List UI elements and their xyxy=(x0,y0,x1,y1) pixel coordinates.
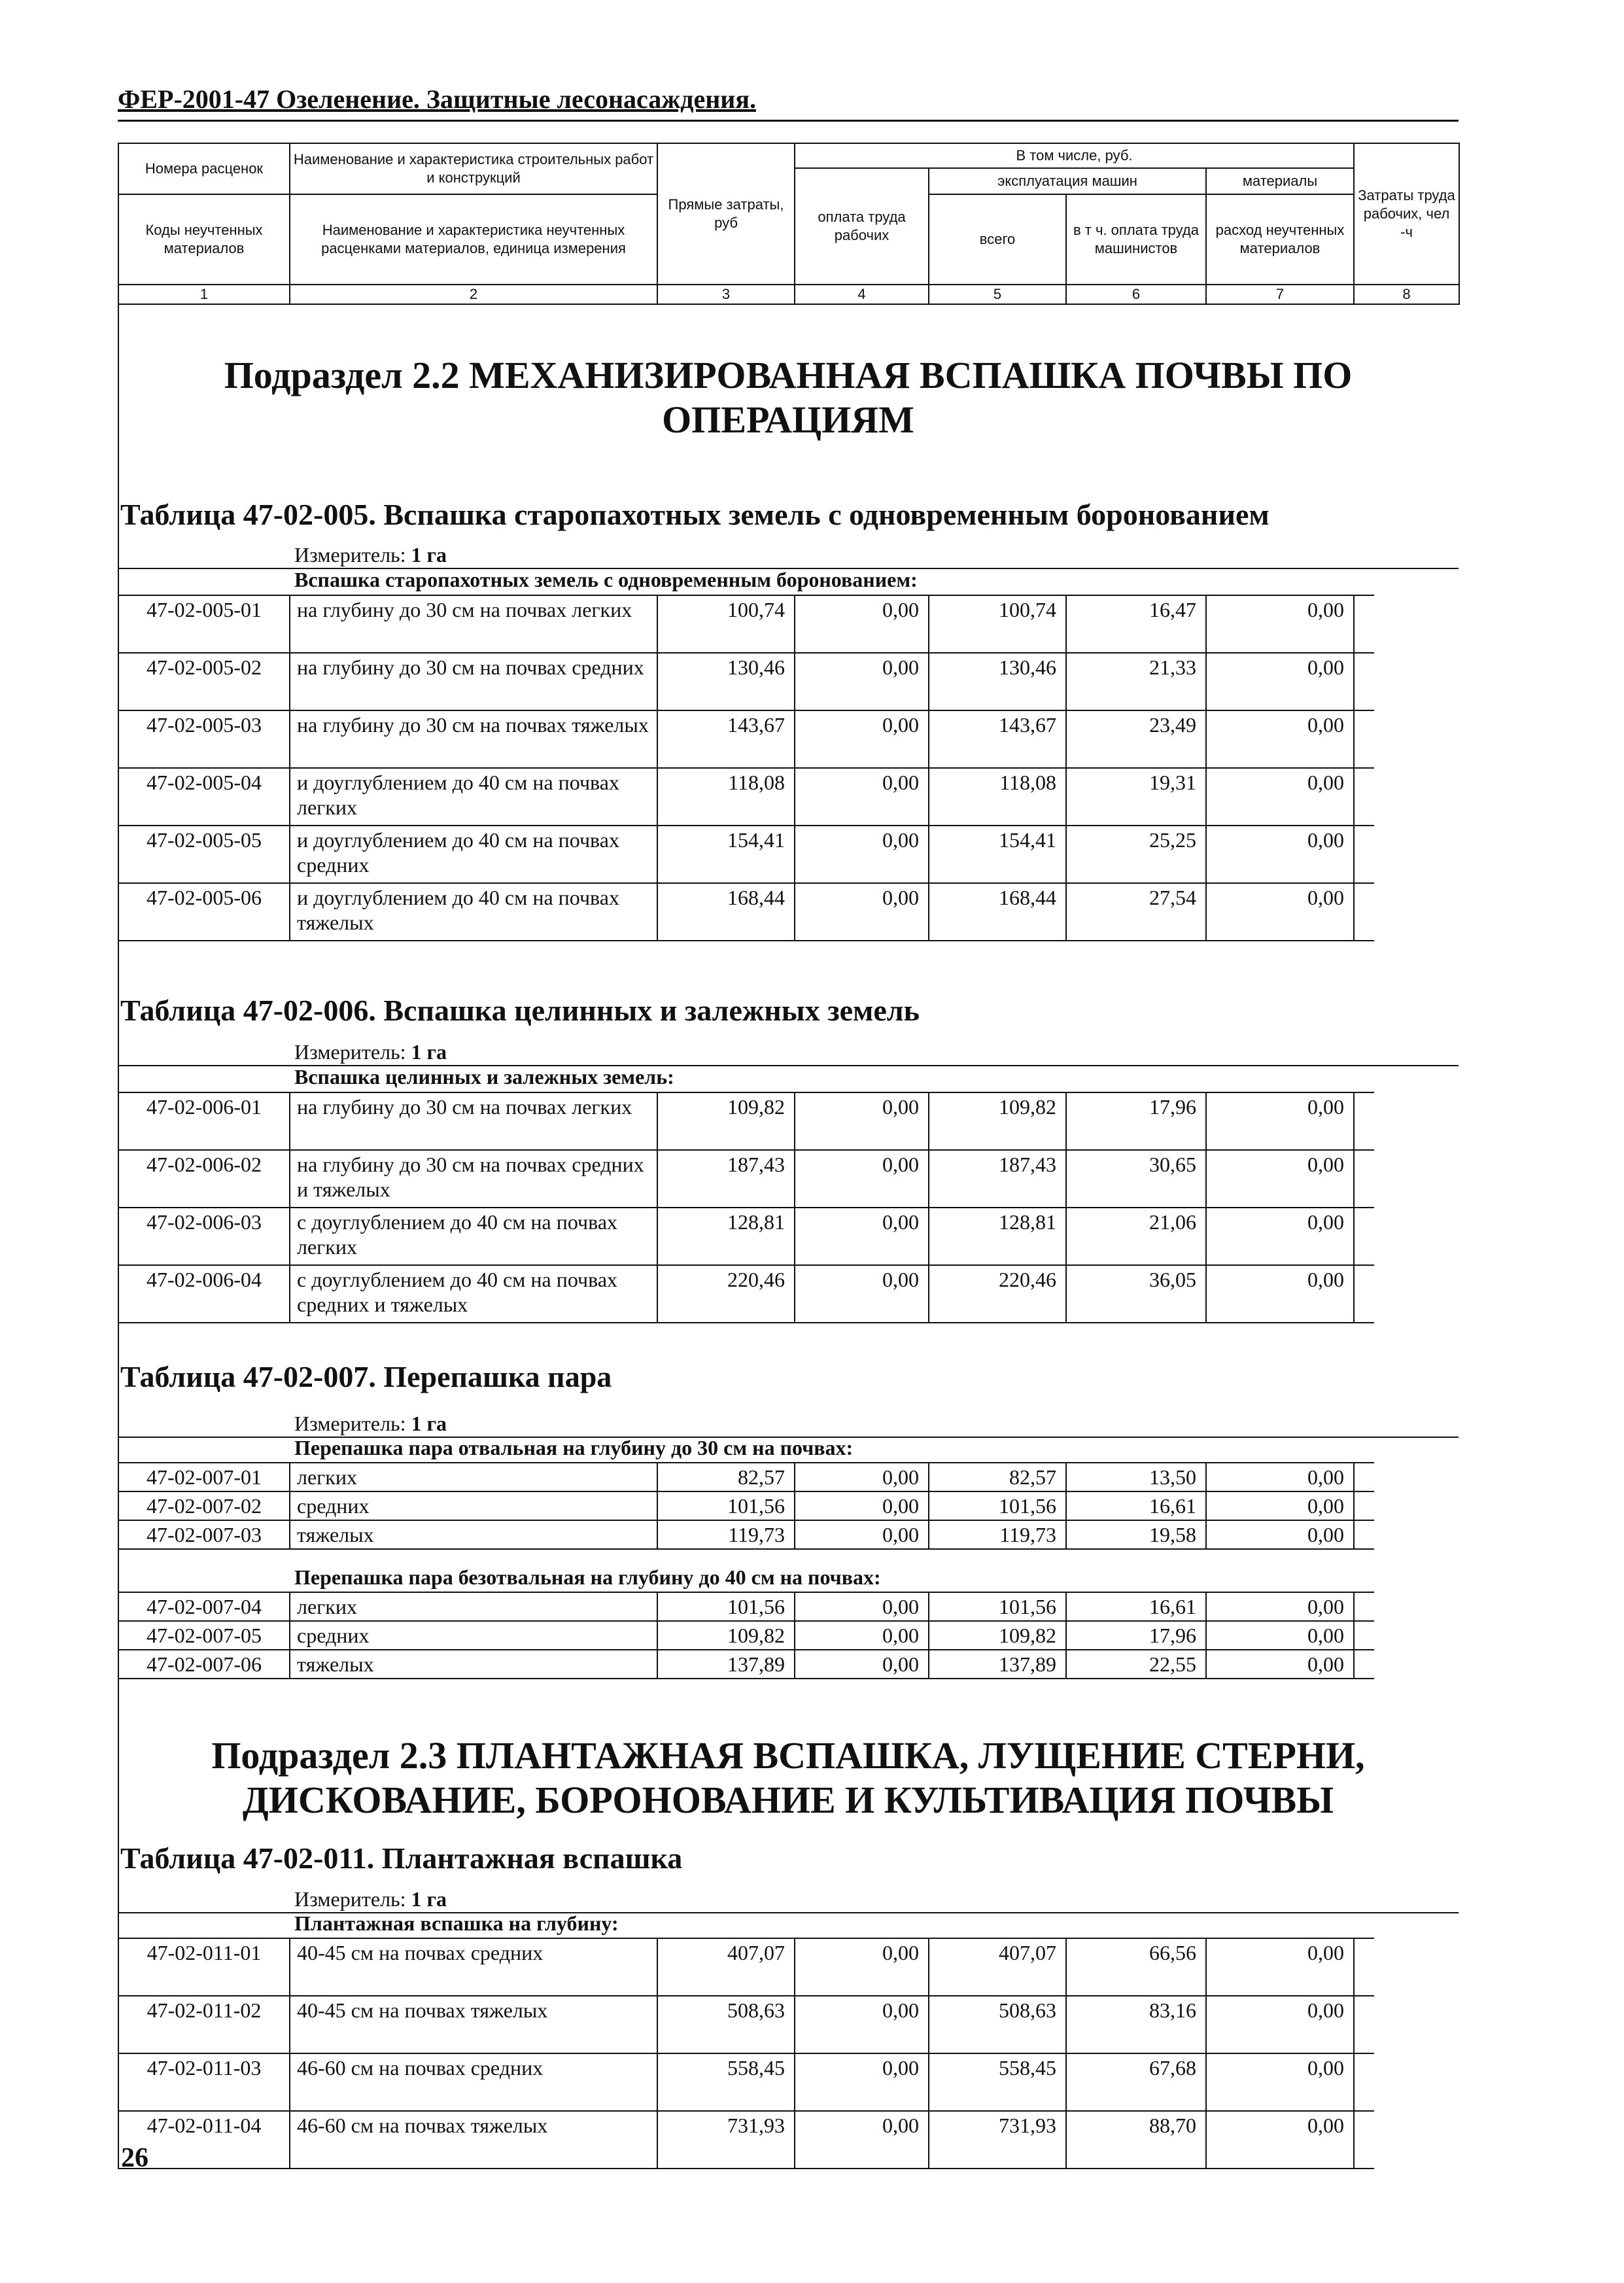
meter-value: 1 га xyxy=(411,1040,447,1064)
labor-hours xyxy=(1354,883,1374,941)
direct-cost: 109,82 xyxy=(657,1092,795,1150)
meter-label: Измеритель: xyxy=(294,1412,406,1435)
col6-header: в т ч. оплата труда машинистов xyxy=(1066,194,1206,285)
operators-cost: 16,61 xyxy=(1066,1491,1206,1520)
machines-cost: 130,46 xyxy=(929,653,1066,710)
table-row xyxy=(118,1092,1374,1150)
direct-cost: 119,73 xyxy=(657,1520,795,1549)
labor-cost: 0,00 xyxy=(795,1592,929,1621)
rate-name: легких xyxy=(290,1592,657,1621)
direct-cost: 101,56 xyxy=(657,1491,795,1520)
materials-cost: 0,00 xyxy=(1206,768,1354,826)
col7-header: расход неучтенных материалов xyxy=(1206,194,1354,285)
meter-line xyxy=(294,1412,447,1436)
labor-hours xyxy=(1354,1208,1374,1265)
meter-value: 1 га xyxy=(411,1887,447,1911)
machines-cost: 118,08 xyxy=(929,768,1066,826)
direct-cost: 187,43 xyxy=(657,1150,795,1208)
rate-code: 47-02-005-06 xyxy=(118,883,290,941)
labor-hours xyxy=(1354,1621,1374,1650)
labor-hours xyxy=(1354,1592,1374,1621)
rate-name: на глубину до 30 см на почвах легких xyxy=(290,1092,657,1150)
labor-hours xyxy=(1354,1150,1374,1208)
labor-cost: 0,00 xyxy=(795,826,929,883)
machines-cost: 82,57 xyxy=(929,1463,1066,1491)
rate-name: на глубину до 30 см на почвах тяжелых xyxy=(290,710,657,768)
rate-code: 47-02-011-01 xyxy=(118,1938,290,1996)
materials-cost: 0,00 xyxy=(1206,1592,1354,1621)
meter-line xyxy=(294,543,447,567)
table-row xyxy=(118,595,1374,653)
table-row xyxy=(118,1265,1374,1323)
col8-header: Затраты труда рабочих, чел -ч xyxy=(1354,143,1459,285)
labor-hours xyxy=(1354,1463,1374,1491)
labor-cost: 0,00 xyxy=(795,1463,929,1491)
labor-cost: 0,00 xyxy=(795,710,929,768)
meter-line xyxy=(294,1040,447,1064)
meter-label: Измеритель: xyxy=(294,1887,406,1911)
table-row xyxy=(118,1520,1374,1549)
rate-code: 47-02-006-01 xyxy=(118,1092,290,1150)
operators-cost: 67,68 xyxy=(1066,2053,1206,2111)
rate-code: 47-02-005-03 xyxy=(118,710,290,768)
materials-header: материалы xyxy=(1206,168,1354,194)
materials-cost: 0,00 xyxy=(1206,826,1354,883)
materials-cost: 0,00 xyxy=(1206,1265,1354,1323)
table-row xyxy=(118,1463,1374,1491)
operators-cost: 21,33 xyxy=(1066,653,1206,710)
operators-cost: 17,96 xyxy=(1066,1621,1206,1650)
rate-code: 47-02-005-04 xyxy=(118,768,290,826)
page-number: 26 xyxy=(121,2143,148,2173)
rate-code: 47-02-007-02 xyxy=(118,1491,290,1520)
operators-cost: 16,61 xyxy=(1066,1592,1206,1621)
table-title: Таблица 47-02-005. Вспашка старопахотных земель с одновременным боронованием xyxy=(120,498,1270,531)
direct-cost: 508,63 xyxy=(657,1996,795,2053)
column-header-table xyxy=(118,143,1460,305)
operators-cost: 25,25 xyxy=(1066,826,1206,883)
materials-cost: 0,00 xyxy=(1206,595,1354,653)
rate-code: 47-02-007-01 xyxy=(118,1463,290,1491)
labor-cost: 0,00 xyxy=(795,883,929,941)
materials-cost: 0,00 xyxy=(1206,1092,1354,1150)
labor-hours xyxy=(1354,2111,1374,2169)
direct-cost: 220,46 xyxy=(657,1265,795,1323)
column-number: 3 xyxy=(657,285,795,304)
column-number: 7 xyxy=(1206,285,1354,304)
operators-cost: 19,58 xyxy=(1066,1520,1206,1549)
direct-cost: 101,56 xyxy=(657,1592,795,1621)
labor-cost: 0,00 xyxy=(795,1491,929,1520)
labor-cost: 0,00 xyxy=(795,1208,929,1265)
materials-cost: 0,00 xyxy=(1206,2053,1354,2111)
rate-name: 46-60 см на почвах тяжелых xyxy=(290,2111,657,2169)
machines-cost: 101,56 xyxy=(929,1491,1066,1520)
rate-code: 47-02-005-02 xyxy=(118,653,290,710)
col1-bottom-header: Коды неучтенных материалов xyxy=(118,194,290,285)
labor-cost: 0,00 xyxy=(795,1265,929,1323)
labor-cost: 0,00 xyxy=(795,1150,929,1208)
document-title: ФЕР-2001-47 Озеленение. Защитные лесонасаждения. xyxy=(118,84,756,114)
col2-top-header: Наименование и характеристика строительных работ и конструкций xyxy=(290,143,657,194)
labor-cost: 0,00 xyxy=(795,1996,929,2053)
machines-header: эксплуатация машин xyxy=(929,168,1206,194)
materials-cost: 0,00 xyxy=(1206,1520,1354,1549)
materials-cost: 0,00 xyxy=(1206,1938,1354,1996)
group-label: Перепашка пара отвальная на глубину до 30 см на почвах: xyxy=(294,1436,854,1459)
rate-name: с доуглублением до 40 см на почвах легких xyxy=(290,1208,657,1265)
rate-code: 47-02-007-04 xyxy=(118,1592,290,1621)
labor-hours xyxy=(1354,1520,1374,1549)
operators-cost: 36,05 xyxy=(1066,1265,1206,1323)
machines-cost: 100,74 xyxy=(929,595,1066,653)
column-number: 2 xyxy=(290,285,657,304)
machines-cost: 220,46 xyxy=(929,1265,1066,1323)
machines-cost: 143,67 xyxy=(929,710,1066,768)
rate-name: 40-45 см на почвах тяжелых xyxy=(290,1996,657,2053)
col3-header: Прямые затраты, руб xyxy=(657,143,795,285)
materials-cost: 0,00 xyxy=(1206,1621,1354,1650)
col2-bottom-header: Наименование и характеристика неучтенных расценками материалов, единица измерения xyxy=(290,194,657,285)
rate-table xyxy=(118,1462,1374,1550)
column-number: 4 xyxy=(795,285,929,304)
operators-cost: 21,06 xyxy=(1066,1208,1206,1265)
machines-cost: 109,82 xyxy=(929,1092,1066,1150)
materials-cost: 0,00 xyxy=(1206,883,1354,941)
labor-hours xyxy=(1354,2053,1374,2111)
meter-label: Измеритель: xyxy=(294,1040,406,1064)
labor-hours xyxy=(1354,1938,1374,1996)
rate-code: 47-02-011-03 xyxy=(118,2053,290,2111)
table-frame xyxy=(118,143,1459,2136)
direct-cost: 130,46 xyxy=(657,653,795,710)
direct-cost: 128,81 xyxy=(657,1208,795,1265)
table-row xyxy=(118,1938,1374,1996)
rate-name: тяжелых xyxy=(290,1520,657,1549)
labor-cost: 0,00 xyxy=(795,768,929,826)
group-label: Перепашка пара безотвальная на глубину до 40 см на почвах: xyxy=(294,1565,881,1589)
table-row xyxy=(118,653,1374,710)
materials-cost: 0,00 xyxy=(1206,2111,1354,2169)
direct-cost: 109,82 xyxy=(657,1621,795,1650)
rate-name: с доуглублением до 40 см на почвах средних и тяжелых xyxy=(290,1265,657,1323)
direct-cost: 558,45 xyxy=(657,2053,795,2111)
materials-cost: 0,00 xyxy=(1206,710,1354,768)
column-number: 5 xyxy=(929,285,1066,304)
operators-cost: 27,54 xyxy=(1066,883,1206,941)
machines-cost: 558,45 xyxy=(929,2053,1066,2111)
machines-cost: 407,07 xyxy=(929,1938,1066,1996)
table-row xyxy=(118,1996,1374,2053)
labor-hours xyxy=(1354,1491,1374,1520)
labor-cost: 0,00 xyxy=(795,1092,929,1150)
rate-code: 47-02-011-04 xyxy=(118,2111,290,2169)
table-title: Таблица 47-02-006. Вспашка целинных и залежных земель xyxy=(120,994,920,1027)
col4-header: оплата труда рабочих xyxy=(795,168,929,285)
column-number-row xyxy=(118,285,1459,304)
machines-cost: 109,82 xyxy=(929,1621,1066,1650)
table-title: Таблица 47-02-011. Плантажная вспашка xyxy=(120,1841,683,1875)
direct-cost: 731,93 xyxy=(657,2111,795,2169)
meter-label: Измеритель: xyxy=(294,543,406,566)
materials-cost: 0,00 xyxy=(1206,1150,1354,1208)
operators-cost: 13,50 xyxy=(1066,1463,1206,1491)
rate-code: 47-02-005-05 xyxy=(118,826,290,883)
labor-hours xyxy=(1354,595,1374,653)
direct-cost: 137,89 xyxy=(657,1650,795,1679)
labor-cost: 0,00 xyxy=(795,595,929,653)
operators-cost: 66,56 xyxy=(1066,1938,1206,1996)
direct-cost: 118,08 xyxy=(657,768,795,826)
operators-cost: 88,70 xyxy=(1066,2111,1206,2169)
column-number: 8 xyxy=(1354,285,1459,304)
rate-code: 47-02-011-02 xyxy=(118,1996,290,2053)
rate-code: 47-02-006-04 xyxy=(118,1265,290,1323)
rate-table xyxy=(118,1938,1374,2169)
col1-top-header: Номера расценок xyxy=(118,143,290,194)
labor-hours xyxy=(1354,1092,1374,1150)
machines-cost: 119,73 xyxy=(929,1520,1066,1549)
table-row xyxy=(118,768,1374,826)
labor-cost: 0,00 xyxy=(795,1650,929,1679)
labor-cost: 0,00 xyxy=(795,2111,929,2169)
labor-hours xyxy=(1354,653,1374,710)
labor-cost: 0,00 xyxy=(795,2053,929,2111)
table-row xyxy=(118,1650,1374,1679)
meter-line xyxy=(294,1887,447,1911)
table-row xyxy=(118,826,1374,883)
table-row xyxy=(118,710,1374,768)
table-row xyxy=(118,2111,1374,2169)
direct-cost: 82,57 xyxy=(657,1463,795,1491)
meter-value: 1 га xyxy=(411,1412,447,1435)
operators-cost: 17,96 xyxy=(1066,1092,1206,1150)
labor-cost: 0,00 xyxy=(795,653,929,710)
rate-table xyxy=(118,595,1374,941)
machines-cost: 154,41 xyxy=(929,826,1066,883)
rate-name: легких xyxy=(290,1463,657,1491)
labor-hours xyxy=(1354,1265,1374,1323)
materials-cost: 0,00 xyxy=(1206,1491,1354,1520)
title-rule xyxy=(118,120,1459,122)
table-row xyxy=(118,1621,1374,1650)
labor-hours xyxy=(1354,826,1374,883)
rate-name: 40-45 см на почвах средних xyxy=(290,1938,657,1996)
col5-header: всего xyxy=(929,194,1066,285)
rate-name: 46-60 см на почвах средних xyxy=(290,2053,657,2111)
materials-cost: 0,00 xyxy=(1206,1650,1354,1679)
materials-cost: 0,00 xyxy=(1206,1208,1354,1265)
machines-cost: 731,93 xyxy=(929,2111,1066,2169)
operators-cost: 22,55 xyxy=(1066,1650,1206,1679)
table-row xyxy=(118,1208,1374,1265)
group-label: Вспашка старопахотных земель с одновременным боронованием: xyxy=(294,568,918,591)
labor-cost: 0,00 xyxy=(795,1938,929,1996)
machines-cost: 101,56 xyxy=(929,1592,1066,1621)
table-row xyxy=(118,2053,1374,2111)
rate-code: 47-02-005-01 xyxy=(118,595,290,653)
table-title: Таблица 47-02-007. Перепашка пара xyxy=(120,1360,612,1393)
rate-code: 47-02-007-06 xyxy=(118,1650,290,1679)
direct-cost: 154,41 xyxy=(657,826,795,883)
direct-cost: 168,44 xyxy=(657,883,795,941)
operators-cost: 19,31 xyxy=(1066,768,1206,826)
rate-name: и доуглублением до 40 см на почвах легких xyxy=(290,768,657,826)
operators-cost: 30,65 xyxy=(1066,1150,1206,1208)
operators-cost: 83,16 xyxy=(1066,1996,1206,2053)
rate-name: средних xyxy=(290,1491,657,1520)
rate-table xyxy=(118,1592,1374,1679)
rate-table xyxy=(118,1092,1374,1323)
rate-name: и доуглублением до 40 см на почвах тяжелых xyxy=(290,883,657,941)
rate-name: на глубину до 30 см на почвах средних и тяжелых xyxy=(290,1150,657,1208)
rate-name: средних xyxy=(290,1621,657,1650)
machines-cost: 128,81 xyxy=(929,1208,1066,1265)
table-row xyxy=(118,1150,1374,1208)
rate-code: 47-02-006-03 xyxy=(118,1208,290,1265)
subsection-title: Подраздел 2.3 ПЛАНТАЖНАЯ ВСПАШКА, ЛУЩЕНИЕ СТЕРНИ, ДИСКОВАНИЕ, БОРОНОВАНИЕ И КУЛЬТИВАЦИЯ ПОЧВЫ xyxy=(211,1734,1365,1821)
labor-hours xyxy=(1354,768,1374,826)
rate-code: 47-02-006-02 xyxy=(118,1150,290,1208)
group-label: Вспашка целинных и залежных земель: xyxy=(294,1065,674,1089)
operators-cost: 16,47 xyxy=(1066,595,1206,653)
labor-hours xyxy=(1354,710,1374,768)
rate-code: 47-02-007-03 xyxy=(118,1520,290,1549)
column-number: 6 xyxy=(1066,285,1206,304)
labor-hours xyxy=(1354,1650,1374,1679)
machines-cost: 137,89 xyxy=(929,1650,1066,1679)
direct-cost: 143,67 xyxy=(657,710,795,768)
machines-cost: 187,43 xyxy=(929,1150,1066,1208)
labor-hours xyxy=(1354,1996,1374,2053)
group-label: Плантажная вспашка на глубину: xyxy=(294,1911,619,1935)
table-row xyxy=(118,1592,1374,1621)
table-row xyxy=(118,1491,1374,1520)
materials-cost: 0,00 xyxy=(1206,653,1354,710)
rate-code: 47-02-007-05 xyxy=(118,1621,290,1650)
machines-cost: 508,63 xyxy=(929,1996,1066,2053)
rate-name: и доуглублением до 40 см на почвах средних xyxy=(290,826,657,883)
included-header: В том числе, руб. xyxy=(795,143,1354,168)
operators-cost: 23,49 xyxy=(1066,710,1206,768)
labor-cost: 0,00 xyxy=(795,1621,929,1650)
labor-cost: 0,00 xyxy=(795,1520,929,1549)
subsection-title: Подраздел 2.2 МЕХАНИЗИРОВАННАЯ ВСПАШКА ПОЧВЫ ПО ОПЕРАЦИЯМ xyxy=(224,354,1353,441)
rate-name: на глубину до 30 см на почвах средних xyxy=(290,653,657,710)
column-number: 1 xyxy=(118,285,290,304)
rate-name: на глубину до 30 см на почвах легких xyxy=(290,595,657,653)
machines-cost: 168,44 xyxy=(929,883,1066,941)
direct-cost: 407,07 xyxy=(657,1938,795,1996)
direct-cost: 100,74 xyxy=(657,595,795,653)
materials-cost: 0,00 xyxy=(1206,1463,1354,1491)
table-row xyxy=(118,883,1374,941)
rate-name: тяжелых xyxy=(290,1650,657,1679)
meter-value: 1 га xyxy=(411,543,447,566)
materials-cost: 0,00 xyxy=(1206,1996,1354,2053)
